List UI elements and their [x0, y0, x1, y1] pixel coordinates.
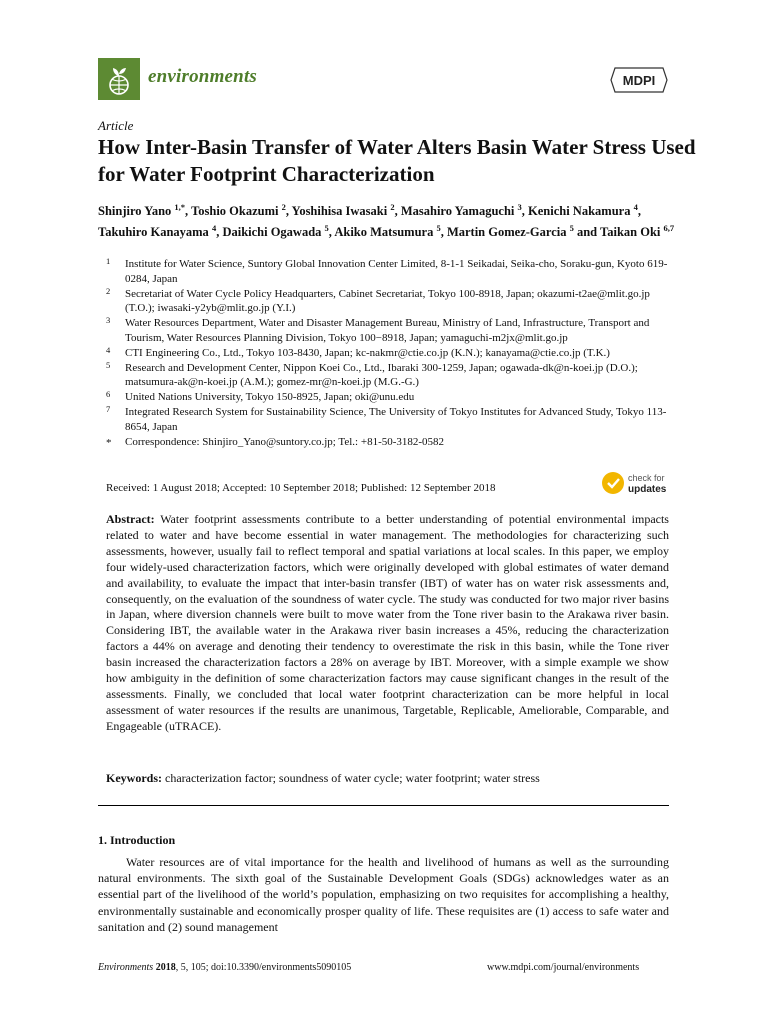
- author-name: Kenichi Nakamura $^4$: [528, 202, 638, 219]
- affiliation-mark: 6: [106, 389, 111, 400]
- affiliation-item: [98, 287, 678, 317]
- affiliation-mark: 4: [106, 344, 111, 355]
- affiliation-text: Institute for Water Science, Suntory Global Innovation Center Limited, 8-1-1 Seikadai, Seika-cho, Soraku-gun, Kyoto 619-0284, Japan: [125, 258, 668, 285]
- author-name: Daikichi Ogawada $^5$: [222, 223, 329, 240]
- mdpi-logo-text: MDPI: [622, 73, 656, 88]
- intro-heading: 1. Introduction: [98, 833, 176, 847]
- author-affiliation-mark: 5: [569, 223, 574, 234]
- affiliation-mark: 1: [106, 256, 111, 266]
- affiliation-item: [98, 405, 678, 435]
- author-affiliation-mark: 3: [517, 202, 522, 212]
- check-for-updates-badge[interactable]: [600, 468, 680, 503]
- author-list: Shinjiro Yano $^{1,*}$, Toshio Okazumi $^2$, Yoshihisa Iwasaki $^2$, Masahiro Yamaguchi $^3$, Kenichi Nakamura $^4$, Takuhiro Kanayama $^4$, Daikichi Ogawada $^5$, Akiko Matsumura $^5$, Martin Gomez-Garcia $^5$ and Taikan Oki $^{6,7}$: [98, 202, 675, 240]
- affiliation-item: [98, 435, 678, 450]
- author-name: Taikan Oki $^{6,7}$: [600, 223, 675, 240]
- author-name: Shinjiro Yano $^{1,*}$: [98, 202, 186, 219]
- author-affiliation-mark: 5: [436, 223, 441, 234]
- abstract-label: Abstract:: [106, 512, 155, 526]
- mdpi-logo: [609, 66, 669, 99]
- affiliations: [98, 257, 678, 449]
- intro-paragraph: Water resources are of vital importance for the health and livelihood of humans as well as the surrounding natural environments. The sixth goal of the Sustainable Development Goals (SDGs) acknowledges water as an essential part of the livelihood of the world’s population, emphasizing on two requisites for accomplishing a healthy, environmentally sustainable and economically prosper quality of life. These requisites are (1) access to safe water and sanitation and (2) sound management: [98, 855, 669, 934]
- author-name: Toshio Okazumi $^2$: [191, 202, 286, 219]
- author-name: Akiko Matsumura $^5$: [334, 223, 441, 240]
- article-type: Article: [98, 118, 134, 133]
- section-divider: [98, 805, 669, 806]
- affiliation-item: [98, 390, 678, 405]
- author-name: Takuhiro Kanayama $^4$: [98, 223, 217, 240]
- check-circle-icon: [602, 472, 624, 494]
- affiliation-text: Integrated Research System for Sustainability Science, The University of Tokyo Institutes for Advanced Study, Tokyo 113-8654, Japan: [125, 405, 667, 433]
- affiliation-item: [98, 361, 678, 391]
- journal-logo: [98, 58, 140, 100]
- affiliation-mark: 5: [106, 359, 111, 370]
- affiliation-mark: 2: [106, 285, 111, 296]
- publication-dates: Received: 1 August 2018; Accepted: 10 September 2018; Published: 12 September 2018: [106, 482, 496, 494]
- check-updates-line1: check for: [628, 473, 665, 483]
- globe-plant-icon: [98, 58, 140, 100]
- affiliation-text: CTI Engineering Co., Ltd., Tokyo 103-8430, Japan; kc-nakmr@ctie.co.jp (K.N.); kanayama@ctie.co.jp (T.K.): [125, 346, 610, 359]
- author-affiliation-mark: 4: [633, 202, 638, 212]
- author-affiliation-mark: 2: [281, 202, 286, 212]
- footer-citation: [98, 962, 351, 973]
- author-name: Martin Gomez-Garcia $^5$: [446, 223, 574, 240]
- footer-journal: Environments: [98, 962, 154, 973]
- check-updates-line2: updates: [628, 484, 667, 495]
- affiliation-text: Research and Development Center, Nippon Koei Co., Ltd., Ibaraki 300-1259, Japan; ogawada-dk@n-koei.jp (D.O.); matsumura-ak@n-koei.jp (A.M.); gomez-mr@n-koei.jp (M.G.-G.): [125, 361, 638, 389]
- abstract: [106, 512, 669, 735]
- affiliation-item: [98, 257, 678, 287]
- author-affiliation-mark: 4: [211, 223, 217, 234]
- author-affiliation-mark: 2: [390, 202, 395, 212]
- paper-title: How Inter-Basin Transfer of Water Alters Basin Water Stress Used for Water Footprint Characterization: [98, 135, 696, 186]
- affiliation-mark: 7: [106, 403, 111, 414]
- affiliation-mark: *: [106, 436, 112, 449]
- affiliation-mark: 3: [106, 315, 111, 326]
- journal-name: environments: [148, 66, 258, 87]
- footer-citation-rest: , 5, 105; doi:10.3390/environments5090105: [175, 962, 352, 973]
- footer-year: 2018: [155, 962, 176, 973]
- affiliation-text: Secretariat of Water Cycle Policy Headquarters, Cabinet Secretariat, Tokyo 100-8918, Japan; okazumi-t2ae@mlit.go.jp (T.O.); iwasaki-y2yb@mlit.go.jp (Y.I.): [125, 287, 650, 315]
- affiliation-text: Correspondence: Shinjiro_Yano@suntory.co.jp; Tel.: +81-50-3182-0582: [125, 435, 445, 448]
- keywords: [106, 770, 669, 786]
- author-name: Yoshihisa Iwasaki $^2$: [291, 202, 395, 219]
- keywords-text: characterization factor; soundness of water cycle; water footprint; water stress: [165, 771, 540, 785]
- affiliation-item: [98, 316, 678, 346]
- affiliation-text: United Nations University, Tokyo 150-8925, Japan; oki@unu.edu: [125, 391, 415, 404]
- author-affiliation-mark: 5: [324, 223, 329, 234]
- author-name: Masahiro Yamaguchi $^3$: [400, 202, 522, 219]
- affiliation-item: [98, 346, 678, 361]
- abstract-text: Water footprint assessments contribute to a better understanding of potential environmental impacts related to water and have become essential in water management. The methodologies for characterizing such assessments, however, usually fail to reflect temporal and spatial variations at local scales. In this paper, we employ four widely-used characterization factors, which were originally developed with global estimates of water demand and availability, to evaluate the impact that inter-basin transfer (IBT) of water has on water risk assessments and, consequently, on the evaluation of the soundness of water cycle. The study was conducted for two major river basins in Japan, where diversion channels were built to move water from the Tone river basin to the Arakawa river basin. Considering IBT, the available water in the Arakawa river basin increases a 45%, reducing the characterization factors a 44% on average and denoting their tendency to overestimate the risk in this basin, while the Tone river basin increased the characterization factors a 28% on average by IBT. Moreover, with a simple example we show how ambiguity in the definition of some characterization factors may cause significant changes in the result of the assessments. Finally, we concluded that local water footprint characterization can be more helpful in local assessment of water resources if the results are unanimous, Targetable, Replicable, Ameliorable, Comparable, and Engageable (uTRACE).: [106, 512, 669, 733]
- keywords-label: Keywords:: [106, 771, 162, 785]
- affiliation-text: Water Resources Department, Water and Disaster Management Bureau, Ministry of Land, Infrastructure, Transport and Tourism, Water Resources Planning Division, Tokyo 100−8918, Japan; yamaguchi-m2jx@mlit.go.jp: [125, 317, 650, 344]
- author-affiliation-mark: 1,*: [174, 202, 186, 212]
- author-affiliation-mark: 6,7: [663, 223, 675, 234]
- footer-url[interactable]: www.mdpi.com/journal/environments: [487, 962, 640, 973]
